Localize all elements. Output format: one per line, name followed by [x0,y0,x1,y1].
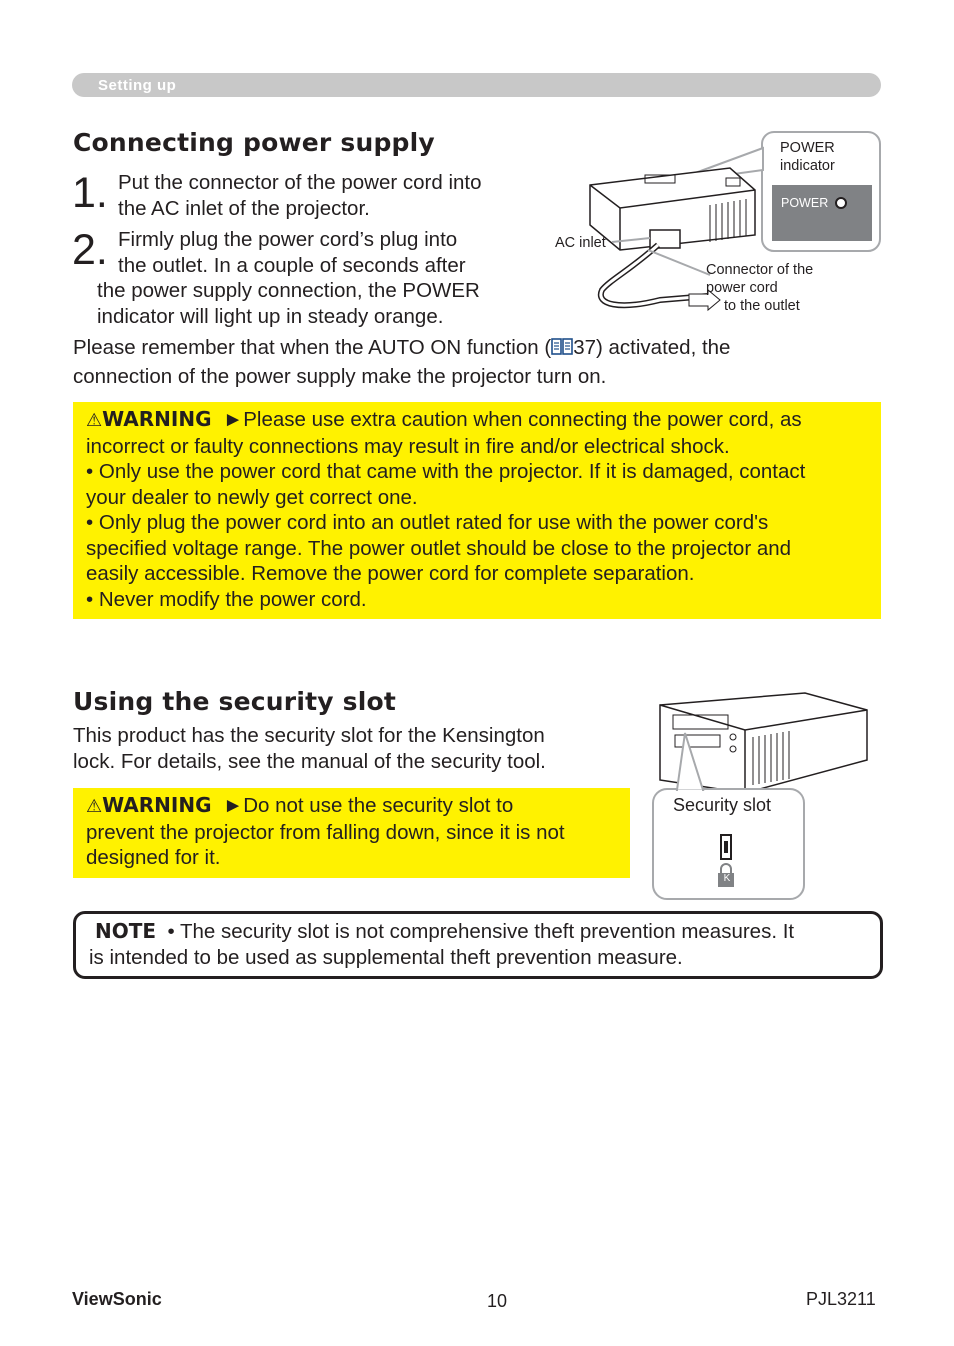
book-reference-icon [551,337,573,364]
lock-letter: K [723,873,731,884]
ac-inlet-label: AC inlet [555,235,606,251]
step-1-line: Put the connector of the power cord into [118,171,482,194]
warning-label: WARNING [102,407,212,431]
note-line: NOTE • The security slot is not comprehensive theft prevention measures. It [95,919,795,943]
power-section-title: Connecting power supply [73,128,435,157]
power-warning-line: • Only use the power cord that came with the projector. If it is damaged, contact [86,460,806,483]
note-text [89,919,794,970]
section-header-label: Setting up [98,77,177,94]
step-2-line: Firmly plug the power cord’s plug into [118,228,458,251]
power-warning-line: incorrect or faulty connections may result in fire and/or electrical shock. [86,434,730,458]
power-warning-line: • Never modify the power cord. [86,587,367,611]
note-label: NOTE [95,919,157,943]
security-line: This product has the security slot for the Kensington [73,724,545,747]
security-section-title: Using the security slot [73,687,397,716]
power-button-label: POWER [781,196,829,210]
footer-model: PJL3211 [806,1289,876,1309]
security-line: lock. For details, see the manual of the security tool. [73,749,546,773]
power-warning-line: • Only plug the power cord into an outlet rated for use with the power cord's [86,511,769,534]
security-warning-text [86,793,565,871]
auto-on-line: Please remember that when the AUTO ON function ( 37) activated, the [73,335,730,364]
warning-label: WARNING [102,793,212,817]
security-slot-illustration [645,685,880,903]
step-2-number: 2. [72,226,108,274]
step-2-text-b [97,278,480,329]
step-1-number: 1. [72,169,108,217]
security-paragraph [73,723,546,774]
warning-triangle-icon: ⚠ [86,796,103,816]
auto-on-paragraph [73,335,730,389]
step-1-line: the AC inlet of the projector. [118,196,370,220]
security-warning-line: designed for it. [86,846,221,869]
warning-triangle-icon: ⚠ [86,410,103,430]
step-2-line: the outlet. In a couple of seconds after [118,253,466,277]
footer-brand: ViewSonic [72,1289,162,1309]
step-2-line: the power supply connection, the POWER [97,279,480,302]
power-warning-text [86,407,876,612]
auto-on-page-link[interactable]: 37 [573,336,596,359]
connector-label: Connector of the power cord to the outlet [706,262,814,314]
section-header-bar [72,73,881,97]
note-line: is intended to be used as supplemental theft prevention measure. [89,945,683,969]
step-1-text [118,170,482,221]
footer-page-number: 10 [487,1291,508,1311]
power-warning-line: easily accessible. Remove the power cord for complete separation. [86,562,695,585]
power-indicator-label: POWER indicator [780,140,835,174]
auto-on-line: connection of the power supply make the projector turn on. [73,364,607,388]
step-2-text-a [118,227,466,278]
power-warning-line: your dealer to newly get correct one. [86,485,418,509]
power-warning-line: ⚠WARNING ►Please use extra caution when connecting the power cord, as [86,407,802,431]
security-warning-line: prevent the projector from falling down, since it is not [86,820,565,844]
power-warning-line: specified voltage range. The power outlet should be close to the projector and [86,536,792,560]
security-slot-callout-label: Security slot [673,795,772,815]
step-2-line: indicator will light up in steady orange. [97,304,444,328]
security-warning-line: ⚠WARNING ►Do not use the security slot to [86,793,514,817]
